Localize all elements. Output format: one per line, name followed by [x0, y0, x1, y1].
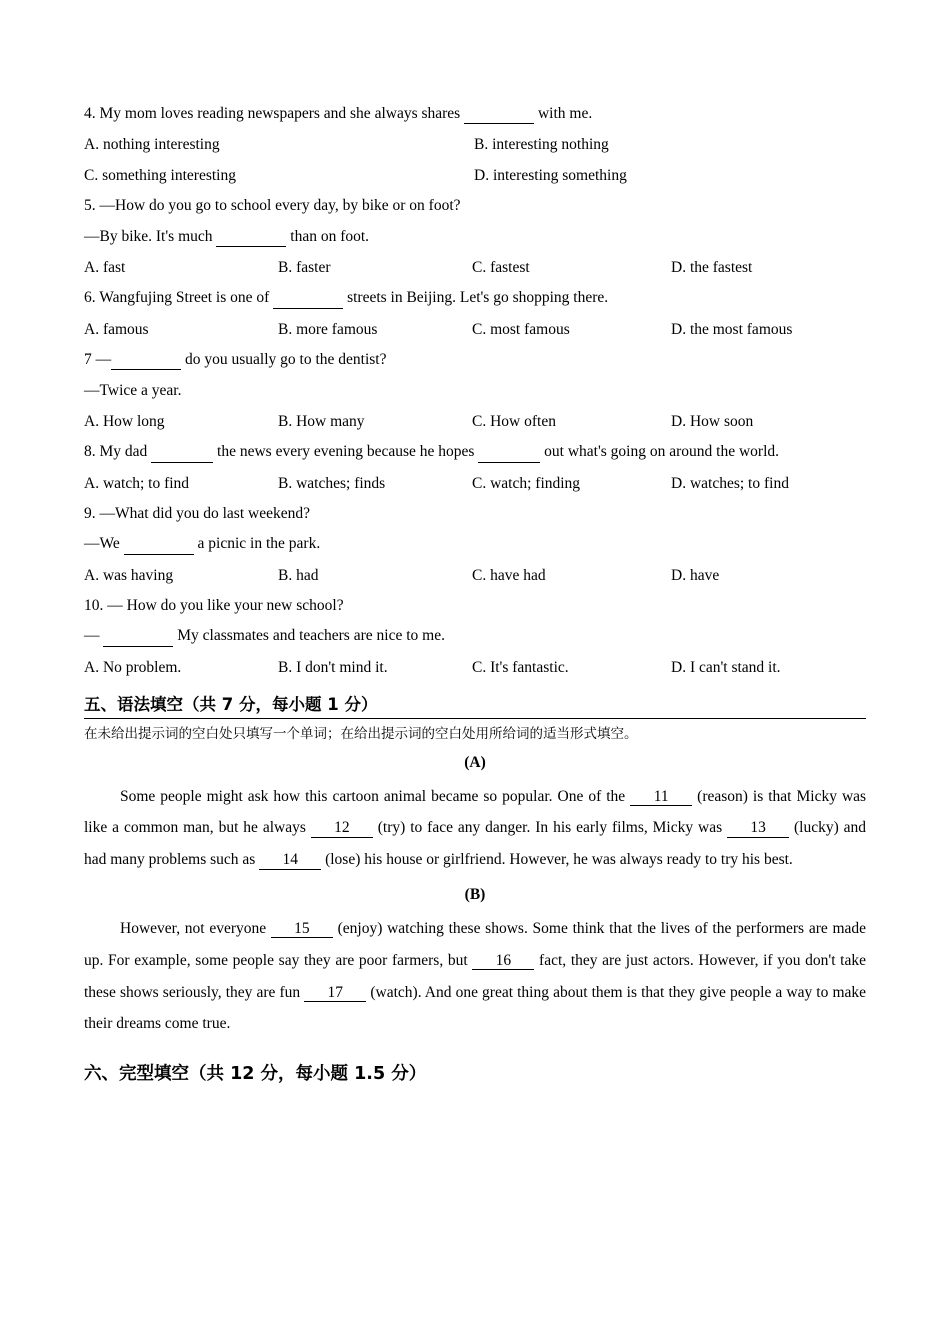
question-text-7a: —: [95, 351, 112, 368]
option-7-D[interactable]: D. How soon: [671, 412, 754, 430]
question-stem-7: [84, 350, 866, 370]
part-a-text-5: (lucky) and had many problems such as: [84, 819, 867, 869]
options-row-9: [84, 566, 866, 585]
document-content: [84, 104, 866, 1085]
question-stem-10-line2: [84, 626, 866, 646]
option-5-A[interactable]: A. fast: [84, 258, 126, 276]
part-b-text-6: (watch). And one great thing about them is that they: [370, 983, 696, 1001]
question-number-4: 4.: [84, 105, 96, 122]
part-b-text-1: However, not everyone: [120, 919, 267, 937]
answer-blank-9: [124, 534, 194, 554]
options-row-8: [84, 474, 866, 493]
question-text-8c: out what's going on around the world.: [544, 443, 780, 461]
part-b-passage: [84, 913, 866, 1040]
gap-16[interactable]: 16: [472, 953, 534, 971]
option-4-A[interactable]: A. nothing interesting: [84, 136, 220, 154]
part-b-text-4: fact, they are just actors. However, if: [539, 951, 773, 969]
question-number-9: 9.: [84, 504, 96, 522]
option-9-A[interactable]: A. was having: [84, 566, 174, 584]
option-7-A[interactable]: A. How long: [84, 412, 165, 430]
question-text-6b: streets in Beijing. Let's go shopping there.: [347, 289, 609, 307]
part-a-text-2: (reason) is that: [697, 787, 792, 805]
part-a-text-1: Some people might ask how this cartoon animal became so popular. One of the: [120, 787, 626, 805]
options-row-4-top: [84, 135, 866, 154]
section-five-note: 在未给出提示词的空白处只填写一个单词；在给出提示词的空白处用所给词的适当形式填空。: [84, 726, 638, 743]
gap-14[interactable]: 14: [259, 852, 321, 870]
options-row-6: [84, 320, 866, 339]
question-text-6a: Wangfujing Street is one of: [99, 289, 270, 307]
option-5-B[interactable]: B. faster: [278, 258, 331, 276]
option-6-C[interactable]: C. most famous: [472, 320, 570, 338]
option-4-D[interactable]: D. interesting something: [474, 166, 627, 184]
option-6-B[interactable]: B. more famous: [278, 320, 378, 338]
question-text-9c: a picnic in the park.: [197, 535, 321, 553]
section-six-title: 六、完型填空（共 12 分，每小题 1.5 分）: [84, 1064, 427, 1085]
question-stem-5-line2: [84, 227, 866, 247]
option-6-A[interactable]: A. famous: [84, 320, 149, 338]
option-5-D[interactable]: D. the fastest: [671, 258, 753, 276]
gap-11[interactable]: 11: [630, 789, 692, 807]
answer-blank-8b: [478, 442, 540, 462]
question-text-9a: —What did you do last weekend?: [99, 504, 310, 522]
part-b-label: (B): [464, 885, 486, 903]
answer-blank-8a: [151, 442, 213, 462]
part-b-text-5: you don't take these shows seriously, they are fun: [84, 951, 867, 1001]
question-stem-9-line2: [84, 534, 866, 554]
option-8-A[interactable]: A. watch; to find: [84, 474, 190, 492]
question-text-8a: My dad: [99, 443, 148, 461]
gap-17[interactable]: 17: [304, 985, 366, 1003]
question-text-5a: —How do you go to school every day, by bike or on foot?: [99, 197, 461, 215]
option-9-B[interactable]: B. had: [278, 566, 319, 584]
option-9-D[interactable]: D. have: [671, 566, 720, 584]
question-number-5: 5.: [84, 197, 96, 215]
part-b-text-3: are made up. For example, some people say they are poor farmers, but: [84, 919, 867, 969]
gap-15[interactable]: 15: [271, 921, 333, 939]
option-4-C[interactable]: C. something interesting: [84, 166, 236, 184]
section-five-underline: [84, 718, 866, 719]
gap-12[interactable]: 12: [311, 820, 373, 838]
question-stem-9: [84, 504, 866, 523]
answer-blank-10: [103, 626, 173, 646]
options-row-10: [84, 658, 866, 677]
part-a-text-6: (lose) his house or girlfriend. However, he was always: [325, 851, 663, 869]
options-row-4-bottom: [84, 166, 866, 185]
gap-13[interactable]: 13: [727, 820, 789, 838]
option-8-D[interactable]: D. watches; to find: [671, 474, 789, 492]
part-b-text-2: (enjoy) watching these shows. Some think that the lives of the performers: [337, 919, 805, 937]
question-stem-7-line2: [84, 381, 866, 400]
question-text-5c: than on foot.: [290, 227, 370, 245]
option-9-C[interactable]: C. have had: [472, 566, 546, 584]
option-6-D[interactable]: D. the most famous: [671, 320, 793, 338]
part-a-label: (A): [464, 753, 486, 771]
option-8-C[interactable]: C. watch; finding: [472, 474, 581, 492]
answer-blank-7: [111, 350, 181, 370]
option-10-A[interactable]: A. No problem.: [84, 658, 182, 676]
question-text-4b: with me.: [537, 105, 593, 122]
options-row-5: [84, 258, 866, 277]
question-text-7c: —Twice a year.: [84, 382, 182, 400]
answer-blank-4: [464, 104, 534, 124]
option-5-C[interactable]: C. fastest: [472, 258, 530, 276]
question-stem-6: [84, 288, 866, 308]
question-stem-10: [84, 596, 866, 615]
question-number-6: 6.: [84, 289, 96, 307]
option-7-B[interactable]: B. How many: [278, 412, 365, 430]
question-stem-5: [84, 196, 866, 215]
option-10-C[interactable]: C. It's fantastic.: [472, 658, 569, 676]
question-number-10: 10.: [84, 597, 104, 614]
part-b-text-7: give people a way to make their dreams come true.: [84, 983, 867, 1033]
option-8-B[interactable]: B. watches; finds: [278, 474, 386, 492]
question-text-10b: —: [84, 627, 100, 645]
option-4-B[interactable]: B. interesting nothing: [474, 136, 609, 154]
question-number-8: 8.: [84, 443, 96, 461]
question-text-5b: —By bike. It's much: [84, 227, 213, 245]
answer-blank-6: [273, 288, 343, 308]
question-stem-8: [84, 442, 866, 462]
option-10-B[interactable]: B. I don't mind it.: [278, 658, 388, 676]
question-text-10c: My classmates and teachers are nice to me.: [177, 627, 445, 645]
question-stem-4: [84, 104, 866, 124]
part-a-text-4: (try) to face any danger. In his early films, Micky was: [377, 819, 723, 837]
part-a-passage: [84, 781, 866, 876]
option-7-C[interactable]: C. How often: [472, 412, 556, 430]
question-text-8b: the news every evening because he hopes: [217, 443, 475, 461]
question-number-7: 7: [84, 351, 92, 368]
answer-blank-5: [216, 227, 286, 247]
part-a-text-7: ready to try his best.: [666, 851, 793, 869]
section-five-title: 五、语法填空（共 7 分，每小题 1 分）: [84, 695, 378, 715]
options-row-7: [84, 412, 866, 431]
option-10-D[interactable]: D. I can't stand it.: [671, 658, 781, 676]
question-text-9b: —We: [84, 535, 120, 553]
question-text-7b: do you usually go to the dentist?: [185, 351, 387, 368]
question-text-4a: My mom loves reading newspapers and she always shares: [99, 105, 461, 122]
part-a-text-3: Micky was like a common man, but he always: [84, 787, 867, 837]
question-text-10a: — How do you like your new school?: [107, 597, 344, 614]
